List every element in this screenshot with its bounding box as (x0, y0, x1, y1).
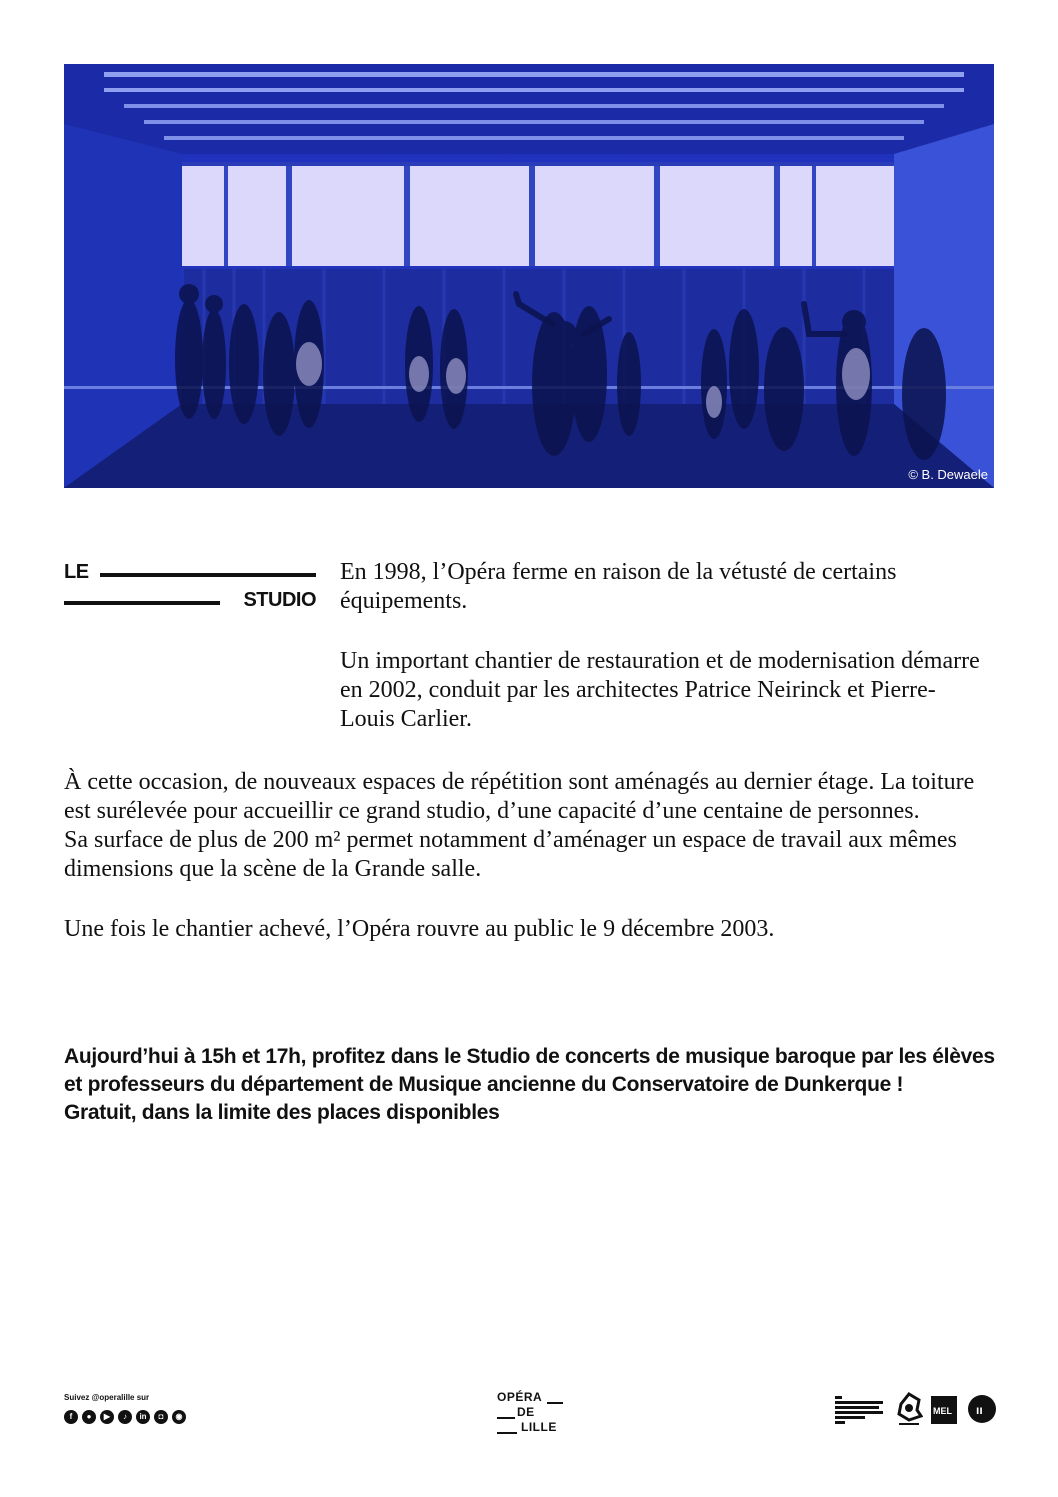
intro-paragraph-1: En 1998, l’Opéra ferme en raison de la vétusté de certains équipements. (340, 559, 897, 614)
body-paragraph-1 (64, 768, 1004, 884)
opera-de-lille-logo (497, 1390, 563, 1436)
lille-logo (967, 1394, 997, 1424)
dailymotion-icon[interactable]: ◘ (154, 1410, 168, 1424)
flickr-icon[interactable]: ● (82, 1410, 96, 1424)
logo-line-2: DE (517, 1405, 535, 1419)
youtube-icon[interactable]: ▶ (100, 1410, 114, 1424)
logo-line-1: OPÉRA (497, 1390, 543, 1404)
facebook-icon[interactable]: f (64, 1410, 78, 1424)
follow-label: Suivez @operalille sur (64, 1393, 150, 1402)
studio-photo-illustration (64, 64, 994, 488)
intro-paragraph-2: Un important chantier de restauration et de modernisation démarre en 2002, conduit par les architectes Patrice Neirinck et Pierre-Louis Carlier. (340, 648, 980, 732)
logo-rule-2 (497, 1417, 515, 1419)
logo-rule-1 (547, 1402, 563, 1404)
event-notice (64, 1043, 1004, 1127)
france-logo (895, 1392, 923, 1426)
heading-rule-top (100, 573, 316, 577)
heading-word-studio: STUDIO (243, 589, 316, 611)
partner-logos (835, 1392, 997, 1428)
svg-text:ıı: ıı (976, 1403, 983, 1417)
logo-rule-3 (497, 1432, 517, 1434)
logo-line-3: LILLE (521, 1420, 557, 1434)
notice-line-2: Gratuit, dans la limite des places disponibles (64, 1101, 500, 1124)
tiktok-icon[interactable]: ♪ (118, 1410, 132, 1424)
photo-credit: © B. Dewaele (908, 467, 988, 482)
section-heading (64, 560, 316, 612)
mel-logo (931, 1396, 957, 1424)
intro-text (340, 558, 980, 765)
studio-photo (64, 64, 994, 488)
instagram-icon[interactable]: ◉ (172, 1410, 186, 1424)
heading-rule-bottom (64, 601, 220, 605)
svg-text:MEL: MEL (933, 1406, 952, 1416)
body-paragraph-1b: Sa surface de plus de 200 m² permet notamment d’aménager un espace de travail aux mêmes dimensions que la scène de la Grande salle. (64, 827, 957, 882)
notice-line-1: Aujourd’hui à 15h et 17h, profitez dans le Studio de concerts de musique baroque par les élèves et professeurs du département de Musique ancienne du Conservatoire de Dunkerque ! (64, 1045, 995, 1096)
body-text (64, 768, 1004, 975)
social-icons (64, 1410, 186, 1424)
linkedin-icon[interactable]: in (136, 1410, 150, 1424)
body-paragraph-1a: À cette occasion, de nouveaux espaces de répétition sont aménagés au dernier étage. La toiture est surélevée pour accueillir ce grand studio, d’une capacité d’une centaine de personnes. (64, 769, 975, 824)
body-paragraph-2: Une fois le chantier achevé, l’Opéra rouvre au public le 9 décembre 2003. (64, 916, 775, 942)
heading-word-le: LE (64, 561, 89, 583)
region-logo (835, 1396, 885, 1424)
